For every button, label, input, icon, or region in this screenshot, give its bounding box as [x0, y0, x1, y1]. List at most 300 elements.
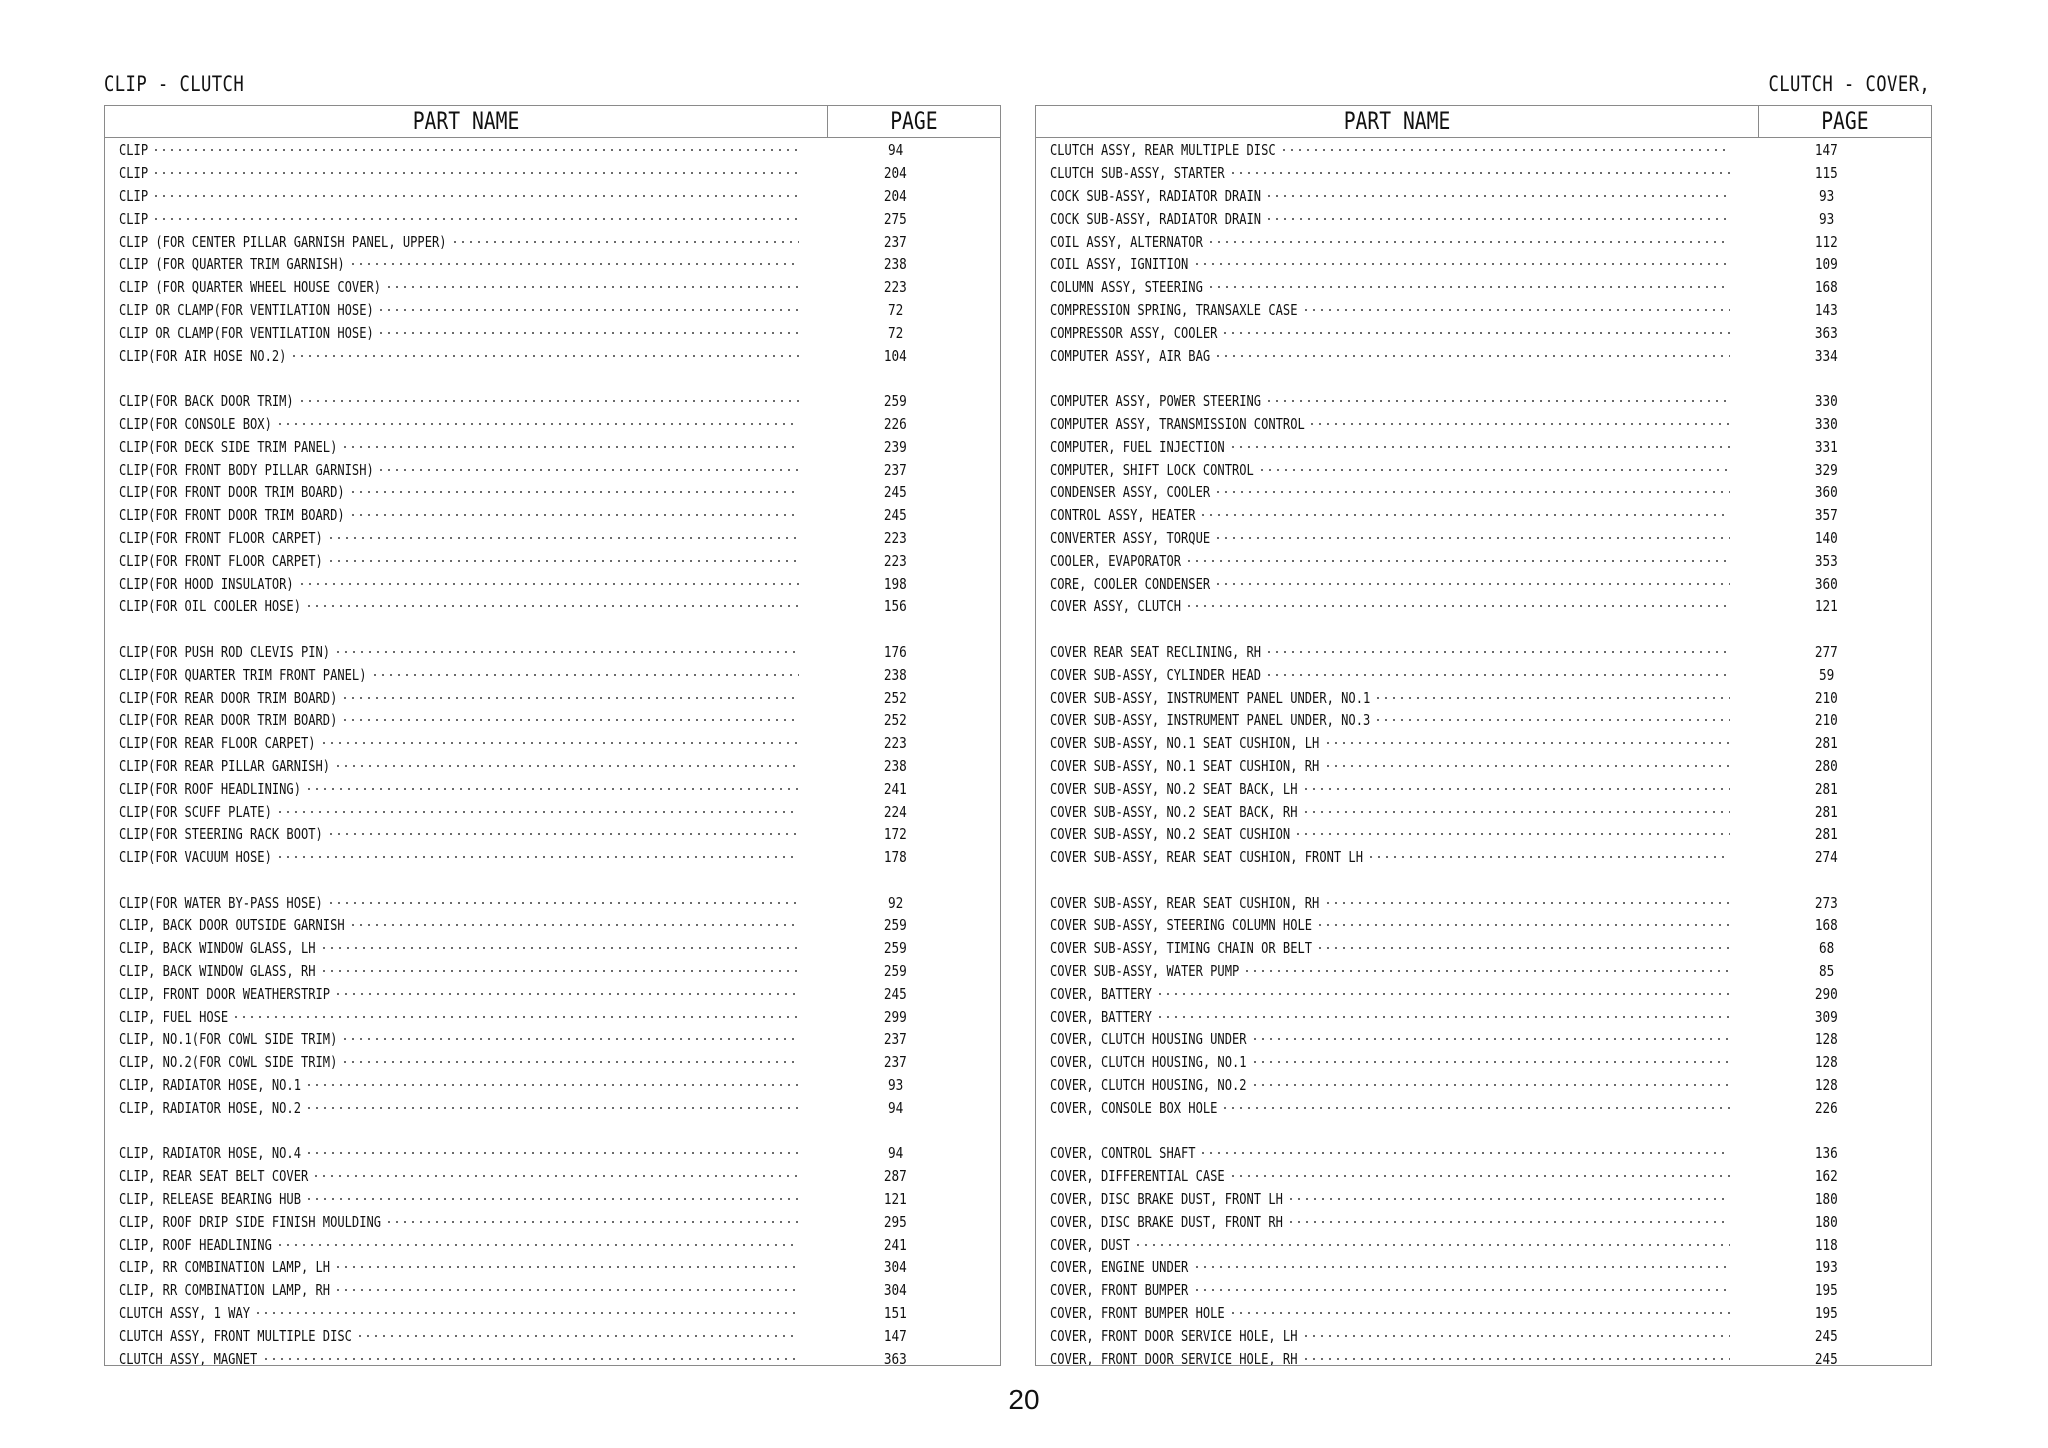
table-row	[105, 1096, 1000, 1119]
part-name: COVER, CLUTCH HOUSING UNDER	[1050, 1030, 1247, 1049]
page-cell	[801, 438, 965, 456]
page-ref: 128	[1814, 1076, 1838, 1095]
page-ref: 176	[883, 642, 907, 661]
part-name: CLIP, RELEASE BEARING HUB	[119, 1190, 301, 1209]
page-cell	[801, 1281, 965, 1299]
part-name: CLIP(FOR FRONT FLOOR CARPET)	[119, 528, 323, 547]
dot-leader	[1374, 691, 1730, 704]
page-cell	[1732, 916, 1896, 934]
part-name-cell	[1050, 575, 1732, 593]
part-name: CONTROL ASSY, HEATER	[1050, 506, 1196, 525]
table-row	[105, 732, 1000, 755]
group-spacer	[105, 869, 1000, 892]
dot-leader	[305, 1193, 799, 1206]
dot-leader	[349, 509, 799, 522]
part-name: COVER SUB-ASSY, STEERING COLUMN HOLE	[1050, 916, 1313, 935]
part-name-cell	[1050, 461, 1732, 479]
part-name-cell	[1050, 324, 1732, 342]
dot-leader	[1199, 509, 1730, 522]
page-number: 20	[1008, 1384, 1040, 1415]
part-name-cell	[119, 529, 801, 547]
right-rows	[1036, 138, 1931, 1366]
page-cell	[801, 575, 965, 593]
dot-leader	[1302, 1329, 1730, 1342]
part-name-cell	[1050, 278, 1732, 296]
page-cell	[801, 734, 965, 752]
dot-leader	[341, 440, 799, 453]
page-ref: 281	[1814, 779, 1838, 798]
page-ref: 330	[1814, 392, 1838, 411]
page-cell	[1732, 164, 1896, 182]
page-ref: 72	[887, 323, 903, 342]
part-name: COCK SUB-ASSY, RADIATOR DRAIN	[1050, 186, 1262, 205]
page-ref: 193	[1814, 1258, 1838, 1277]
table-row	[1036, 595, 1931, 618]
table-row	[105, 1074, 1000, 1097]
part-name-cell	[1050, 187, 1732, 205]
page-cell	[801, 1190, 965, 1208]
table-row	[1036, 709, 1931, 732]
page-ref: 245	[883, 506, 907, 525]
page-ref: 136	[1814, 1144, 1838, 1163]
part-name: COVER SUB-ASSY, INSTRUMENT PANEL UNDER, NO.3	[1050, 711, 1371, 730]
dot-leader	[377, 303, 799, 316]
page-cell	[801, 1167, 965, 1185]
page-cell	[1732, 711, 1896, 729]
table-row	[1036, 572, 1931, 595]
part-name: COVER, BATTERY	[1050, 984, 1152, 1003]
table-row	[1036, 390, 1931, 413]
part-name: CLIP(FOR SCUFF PLATE)	[119, 802, 272, 821]
dot-leader	[1287, 1193, 1730, 1206]
page-cell	[1732, 939, 1896, 957]
part-name-cell	[1050, 483, 1732, 501]
part-name: COVER SUB-ASSY, REAR SEAT CUSHION, FRONT LH	[1050, 848, 1363, 867]
page-cell	[801, 916, 965, 934]
page-ref: 180	[1814, 1190, 1838, 1209]
dot-leader	[1134, 1238, 1730, 1251]
part-name: CLUTCH ASSY, 1 WAY	[119, 1304, 251, 1323]
table-row	[1036, 755, 1931, 778]
page-cell	[1732, 962, 1896, 980]
table-row	[1036, 549, 1931, 572]
table-row	[1036, 846, 1931, 869]
dot-leader	[1229, 1170, 1730, 1183]
page-cell	[801, 1030, 965, 1048]
page-header: PAGE	[890, 107, 938, 135]
part-name-cell	[119, 985, 801, 1003]
page-ref: 245	[1814, 1326, 1838, 1345]
page-ref: 94	[887, 1144, 903, 1163]
part-name-cell	[1050, 597, 1732, 615]
dot-leader	[327, 531, 799, 544]
page-cell	[1732, 483, 1896, 501]
page-cell	[1732, 1167, 1896, 1185]
dot-leader	[320, 942, 799, 955]
table-row	[1036, 1188, 1931, 1211]
dot-leader	[232, 1010, 799, 1023]
page-cell	[1732, 894, 1896, 912]
part-name: CLIP	[119, 186, 149, 205]
part-name-cell	[1050, 711, 1732, 729]
part-name: CLIP OR CLAMP(FOR VENTILATION HOSE)	[119, 300, 374, 319]
page-cell	[801, 780, 965, 798]
page-ref: 93	[1818, 186, 1834, 205]
part-name-cell	[1050, 392, 1732, 410]
dot-leader	[349, 258, 799, 271]
table-row	[1036, 1074, 1931, 1097]
table-row	[1036, 276, 1931, 299]
part-name-cell	[119, 575, 801, 593]
dot-leader	[305, 1147, 799, 1160]
page-ref: 281	[1814, 825, 1838, 844]
part-name: CONDENSER ASSY, COOLER	[1050, 483, 1211, 502]
page-ref: 237	[883, 232, 907, 251]
part-name: CLIP OR CLAMP(FOR VENTILATION HOSE)	[119, 323, 374, 342]
dot-leader	[1302, 805, 1730, 818]
page-ref: 72	[887, 300, 903, 319]
page-cell	[801, 825, 965, 843]
part-name-cell	[1050, 689, 1732, 707]
table-row	[1036, 299, 1931, 322]
part-name-header: PART NAME	[1036, 106, 1759, 137]
page-ref: 252	[883, 711, 907, 730]
page-ref: 245	[1814, 1349, 1838, 1366]
page-cell	[801, 415, 965, 433]
page-cell	[801, 164, 965, 182]
part-name: CLIP (FOR QUARTER TRIM GARNISH)	[119, 255, 345, 274]
page-cell	[1732, 780, 1896, 798]
page-cell	[801, 666, 965, 684]
page-cell	[1732, 347, 1896, 365]
part-name-cell	[119, 255, 801, 273]
part-name-cell	[1050, 1213, 1732, 1231]
page-header: PAGE	[1821, 107, 1869, 135]
part-name: CLIP(FOR REAR FLOOR CARPET)	[119, 734, 316, 753]
dot-leader	[1193, 258, 1730, 271]
page-cell	[801, 141, 965, 159]
table-row	[105, 1233, 1000, 1256]
table-row	[1036, 1233, 1931, 1256]
page-ref: 241	[883, 779, 907, 798]
page-ref: 210	[1814, 688, 1838, 707]
page-ref: 275	[883, 209, 907, 228]
table-row	[105, 185, 1000, 208]
page-ref: 85	[1818, 962, 1834, 981]
table-row	[1036, 413, 1931, 436]
table-row	[1036, 914, 1931, 937]
part-name-cell	[1050, 985, 1732, 1003]
table-row	[1036, 1347, 1931, 1366]
page-ref: 281	[1814, 802, 1838, 821]
page-cell	[1732, 1053, 1896, 1071]
group-spacer	[105, 367, 1000, 390]
part-name-cell	[1050, 1304, 1732, 1322]
part-name-cell	[119, 916, 801, 934]
page-cell	[801, 506, 965, 524]
part-name: CLIP(FOR STEERING RACK BOOT)	[119, 825, 323, 844]
page-cell	[801, 1350, 965, 1366]
part-name: COVER REAR SEAT RECLINING, RH	[1050, 642, 1262, 661]
part-name-cell	[119, 848, 801, 866]
page-ref: 334	[1814, 346, 1838, 365]
page-cell	[1732, 985, 1896, 1003]
page-ref: 238	[883, 756, 907, 775]
part-name: COVER, BATTERY	[1050, 1007, 1152, 1026]
dot-leader	[1207, 235, 1730, 248]
part-name: CLIP, RADIATOR HOSE, NO.2	[119, 1098, 301, 1117]
part-name: CLIP(FOR FRONT DOOR TRIM BOARD)	[119, 506, 345, 525]
page-cell	[1732, 1350, 1896, 1366]
page-cell	[1732, 1144, 1896, 1162]
part-name: CLIP(FOR ROOF HEADLINING)	[119, 779, 301, 798]
part-name: CLIP, RADIATOR HOSE, NO.1	[119, 1076, 301, 1095]
table-row	[105, 982, 1000, 1005]
page-cell	[801, 985, 965, 1003]
page-cell	[1732, 1099, 1896, 1117]
table-header	[105, 106, 1000, 138]
part-name-cell	[119, 803, 801, 821]
part-name-cell	[119, 1281, 801, 1299]
part-name-cell	[1050, 1236, 1732, 1254]
dot-leader	[385, 281, 799, 294]
page-ref: 156	[883, 597, 907, 616]
page-ref: 280	[1814, 756, 1838, 775]
page-ref: 309	[1814, 1007, 1838, 1026]
page-ref: 259	[883, 962, 907, 981]
page-ref: 331	[1814, 437, 1838, 456]
page-cell	[801, 894, 965, 912]
table-row	[105, 823, 1000, 846]
part-name: CLIP(FOR REAR DOOR TRIM BOARD)	[119, 688, 338, 707]
part-name-cell	[1050, 1281, 1732, 1299]
page-ref: 93	[1818, 209, 1834, 228]
page-ref: 224	[883, 802, 907, 821]
page-cell	[1732, 415, 1896, 433]
dot-leader	[1287, 1215, 1730, 1228]
page-ref: 223	[883, 734, 907, 753]
dot-leader	[327, 828, 799, 841]
page-ref: 223	[883, 528, 907, 547]
part-name: CLIP	[119, 209, 149, 228]
page-cell	[1732, 597, 1896, 615]
part-name-cell	[119, 324, 801, 342]
part-name-cell	[119, 415, 801, 433]
page-cell	[1732, 689, 1896, 707]
page-cell	[801, 529, 965, 547]
page-ref: 92	[887, 893, 903, 912]
table-row	[1036, 1028, 1931, 1051]
part-name: CLIP(FOR CONSOLE BOX)	[119, 414, 272, 433]
page-cell	[801, 711, 965, 729]
dot-leader	[1258, 463, 1730, 476]
page-ref: 195	[1814, 1304, 1838, 1323]
page-ref: 168	[1814, 916, 1838, 935]
page-cell	[801, 803, 965, 821]
part-name: COVER SUB-ASSY, INSTRUMENT PANEL UNDER, NO.1	[1050, 688, 1371, 707]
page-cell	[801, 233, 965, 251]
part-name-cell	[119, 1167, 801, 1185]
page-cell	[801, 552, 965, 570]
dot-leader	[1214, 486, 1730, 499]
page-cell	[801, 1304, 965, 1322]
dot-leader	[1367, 851, 1730, 864]
dot-leader	[327, 896, 799, 909]
dot-leader	[312, 1170, 799, 1183]
table-row	[105, 321, 1000, 344]
table-row	[105, 435, 1000, 458]
group-spacer	[105, 1119, 1000, 1142]
page-cell	[1732, 392, 1896, 410]
part-name: COVER, DISC BRAKE DUST, FRONT RH	[1050, 1212, 1283, 1231]
part-name: COIL ASSY, ALTERNATOR	[1050, 232, 1203, 251]
dot-leader	[1193, 1284, 1730, 1297]
table-row	[1036, 527, 1931, 550]
dot-leader	[1265, 189, 1730, 202]
page-cell	[801, 255, 965, 273]
page-ref: 237	[883, 460, 907, 479]
group-spacer	[1036, 367, 1931, 390]
part-name: COCK SUB-ASSY, RADIATOR DRAIN	[1050, 209, 1262, 228]
part-name-cell	[119, 711, 801, 729]
table-row	[105, 504, 1000, 527]
part-name: CLIP(FOR AIR HOSE NO.2)	[119, 346, 287, 365]
dot-leader	[1207, 281, 1730, 294]
part-name-cell	[1050, 552, 1732, 570]
part-name-cell	[119, 1327, 801, 1345]
dot-leader	[341, 1033, 799, 1046]
part-name: CLUTCH ASSY, REAR MULTIPLE DISC	[1050, 141, 1276, 160]
table-row	[105, 549, 1000, 572]
page-cell	[1732, 233, 1896, 251]
page-ref: 172	[883, 825, 907, 844]
part-name-cell	[119, 301, 801, 319]
dot-leader	[1265, 668, 1730, 681]
page-ref: 259	[883, 392, 907, 411]
page-ref: 178	[883, 848, 907, 867]
part-name-cell	[119, 1258, 801, 1276]
table-row	[1036, 1165, 1931, 1188]
dot-leader	[334, 645, 799, 658]
table-row	[105, 1051, 1000, 1074]
part-name: CLIP, BACK WINDOW GLASS, LH	[119, 939, 316, 958]
dot-leader	[334, 987, 799, 1000]
part-name: COVER, FRONT BUMPER HOLE	[1050, 1304, 1225, 1323]
table-row	[105, 527, 1000, 550]
part-name: CLIP, BACK WINDOW GLASS, RH	[119, 962, 316, 981]
dot-leader	[1214, 577, 1730, 590]
part-name-cell	[119, 757, 801, 775]
page-cell	[1732, 506, 1896, 524]
part-name-cell	[119, 689, 801, 707]
dot-leader	[1156, 987, 1730, 1000]
dot-leader	[1316, 919, 1730, 932]
part-name: CLIP(FOR FRONT DOOR TRIM BOARD)	[119, 483, 345, 502]
part-name-cell	[1050, 1099, 1732, 1117]
page-cell	[1732, 825, 1896, 843]
page-ref: 226	[883, 414, 907, 433]
part-name-cell	[1050, 757, 1732, 775]
table-row	[105, 458, 1000, 481]
page-cell	[1732, 529, 1896, 547]
part-name-cell	[119, 894, 801, 912]
part-name: COVER SUB-ASSY, NO.1 SEAT CUSHION, LH	[1050, 734, 1320, 753]
page-ref: 195	[1814, 1281, 1838, 1300]
table-row	[1036, 344, 1931, 367]
dot-leader	[377, 463, 799, 476]
part-name: COVER, DIFFERENTIAL CASE	[1050, 1167, 1225, 1186]
table-row	[1036, 139, 1931, 162]
part-name-cell	[1050, 141, 1732, 159]
page-cell	[801, 597, 965, 615]
part-name: COMPUTER, FUEL INJECTION	[1050, 437, 1225, 456]
part-name: CLIP, ROOF DRIP SIDE FINISH MOULDING	[119, 1212, 382, 1231]
table-row	[105, 777, 1000, 800]
page-ref: 241	[883, 1235, 907, 1254]
page-ref: 363	[883, 1349, 907, 1366]
part-name: CLIP, RR COMBINATION LAMP, RH	[119, 1281, 331, 1300]
table-row	[105, 1142, 1000, 1165]
part-name-cell	[119, 1053, 801, 1071]
part-name-cell	[119, 483, 801, 501]
table-row	[1036, 504, 1931, 527]
dot-leader	[320, 965, 799, 978]
dot-leader	[1265, 395, 1730, 408]
part-name: CLUTCH ASSY, FRONT MULTIPLE DISC	[119, 1326, 352, 1345]
table-row	[1036, 1279, 1931, 1302]
dot-leader	[341, 691, 799, 704]
left-index-table	[104, 105, 1001, 1366]
page-cell	[801, 1076, 965, 1094]
table-row	[1036, 162, 1931, 185]
part-name: CLIP(FOR PUSH ROD CLEVIS PIN)	[119, 642, 331, 661]
part-name-cell	[1050, 1030, 1732, 1048]
dot-leader	[1374, 714, 1730, 727]
part-name: CLIP, RADIATOR HOSE, NO.4	[119, 1144, 301, 1163]
part-name: CONVERTER ASSY, TORQUE	[1050, 528, 1211, 547]
dot-leader	[152, 212, 799, 225]
part-name: CLIP(FOR VACUUM HOSE)	[119, 848, 272, 867]
page-ref: 245	[883, 483, 907, 502]
dot-leader	[1302, 1352, 1730, 1365]
part-name: COVER, FRONT BUMPER	[1050, 1281, 1189, 1300]
part-name-cell	[119, 643, 801, 661]
part-name: CLIP, ROOF HEADLINING	[119, 1235, 272, 1254]
page-ref: 252	[883, 688, 907, 707]
part-name-cell	[1050, 233, 1732, 251]
page-ref: 115	[1814, 164, 1838, 183]
part-name-cell	[119, 597, 801, 615]
group-spacer	[1036, 618, 1931, 641]
table-row	[105, 914, 1000, 937]
page-cell	[801, 1008, 965, 1026]
part-name: COVER, FRONT DOOR SERVICE HOLE, RH	[1050, 1349, 1298, 1366]
dot-leader	[1229, 440, 1730, 453]
table-row	[105, 891, 1000, 914]
dot-leader	[276, 417, 799, 430]
page-cell	[801, 324, 965, 342]
dot-leader	[1302, 303, 1730, 316]
part-name: COVER SUB-ASSY, NO.2 SEAT BACK, LH	[1050, 779, 1298, 798]
page-ref: 245	[883, 984, 907, 1003]
page-ref: 104	[883, 346, 907, 365]
table-row	[105, 641, 1000, 664]
table-row	[1036, 1096, 1931, 1119]
table-row	[1036, 982, 1931, 1005]
part-name-cell	[1050, 803, 1732, 821]
page-ref: 147	[883, 1326, 907, 1345]
part-name-cell	[1050, 506, 1732, 524]
